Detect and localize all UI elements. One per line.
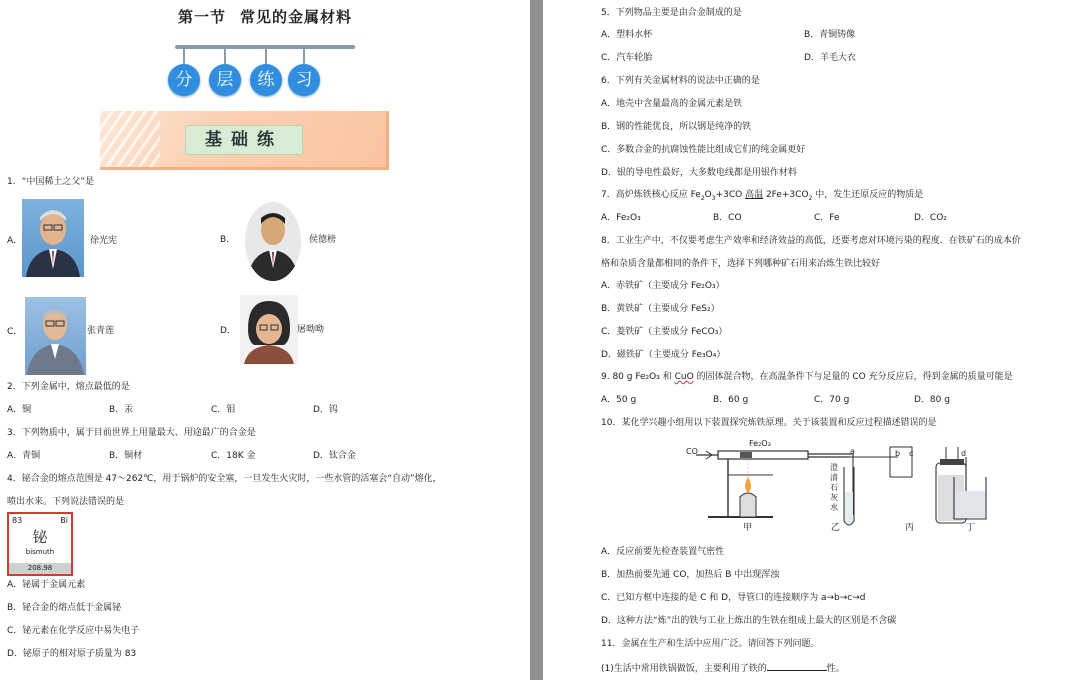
label-c: c [909,449,914,458]
q8-option-d[interactable]: D．磁铁矿（主要成分 Fe₃O₄） [601,350,726,360]
photo-xu-guangxian [22,199,84,277]
portrait-image [245,202,301,281]
q9-part: 的固体混合物，在高温条件下与足量的 CO 充分反应后，得到金属的质量可能是 [693,372,1013,382]
q10-option-d[interactable]: D．这种方法“炼”出的铁与工业上炼出的生铁在组成上最大的区别是不含碳 [601,616,897,626]
banner-label: 基础练 [185,125,303,155]
q1-option-c-letter[interactable]: C． [7,327,23,337]
q3-stem: 3．下列物质中，属于目前世界上用量最大、用途最广的合金是 [7,428,256,438]
q11-sub1 [601,661,845,675]
q5-option-d[interactable]: D．羊毛大衣 [804,53,856,63]
circle-xi: 习 [288,64,320,96]
limewater-char: 清 [830,473,838,482]
portrait-image [22,199,84,277]
photo-tu-youyou [240,295,298,364]
q4-option-c[interactable]: C．铋元素在化学反应中易失电子 [7,626,140,636]
q10-option-b[interactable]: B．加热前要先通 CO，加热后 B 中出现浑浊 [601,570,780,580]
banner-stripes [100,111,160,167]
q8-option-b[interactable]: B．黄铁矿（主要成分 FeS₂） [601,304,720,314]
q5-option-b[interactable]: B．青铜铸像 [804,30,856,40]
q10-stem: 10．某化学兴趣小组用以下装置探究炼铁原理。关于该装置和反应过程描述错误的是 [601,418,937,428]
q10-option-a[interactable]: A．反应前要先检查装置气密性 [601,547,725,557]
q7-part: +3CO [715,190,746,200]
label-b: b [895,449,901,458]
q8-stem-line2: 格和杂质含量都相同的条件下，选择下列哪种矿石用来冶炼生铁比较好 [601,259,881,269]
photo-hou-debang [245,202,301,281]
q3-option-a[interactable]: A．青铜 [7,451,41,461]
q7-part: 2Fe+3CO [763,190,809,200]
q1-option-d-letter[interactable]: D． [220,326,236,336]
q7-sub: 3 [711,194,716,202]
q3-option-b[interactable]: B．铜材 [109,451,143,461]
q7-condition: 高温 [745,190,764,200]
element-mass: 208.98 [9,563,71,574]
q6-option-d[interactable]: D．银的导电性最好，大多数电线都是用银作材料 [601,168,797,178]
circle-fen: 分 [168,64,200,96]
q8-option-c[interactable]: C．菱铁矿（主要成分 FeCO₃） [601,327,728,337]
q11-stem: 11．金属在生产和生活中应用广泛。请回答下列问题。 [601,639,820,649]
q9-part: 9. 80 g Fe₂O₃ 和 [601,372,675,382]
q9-stem [601,371,1013,383]
right-page [543,0,1080,680]
q6-option-b[interactable]: B．钢的性能优良，所以钢是纯净的铁 [601,122,752,132]
q9-option-a[interactable]: A．50 g [601,395,637,405]
q8-stem-line1: 8．工业生产中，不仅要考虑生产效率和经济效益的高低，还要考虑对环境污染的程度．在铁矿石的成本价 [601,236,1021,246]
q3-option-c[interactable]: C．18K 金 [211,451,256,461]
q7-option-a[interactable]: A．Fe₂O₃ [601,213,641,223]
label-fe2o3: Fe₂O₃ [749,439,771,448]
q2-option-c[interactable]: C．钼 [211,405,236,415]
element-symbol: Bi [60,516,68,525]
q6-option-c[interactable]: C．多数合金的抗腐蚀性能比组成它们的纯金属更好 [601,145,806,155]
label-jia: 甲 [743,523,753,533]
q4-option-a[interactable]: A．铋属于金属元素 [7,580,86,590]
q6-option-a[interactable]: A．地壳中含量最高的金属元素是铁 [601,99,743,109]
q1-option-d-name: 屠呦呦 [297,325,325,335]
q11-sub1-suffix: 性。 [826,664,845,674]
portrait-image [25,297,86,375]
label-co: CO [686,447,698,456]
q7-part: 7．高炉炼铁核心反应 Fe [601,190,701,200]
q4-stem-line2: 喷出水来。下列说法错误的是 [7,497,125,507]
q2-option-d[interactable]: D．钨 [313,405,338,415]
label-yi: 乙 [831,523,841,533]
q1-option-a-name: 徐光宪 [90,236,118,246]
label-a: a [850,447,855,456]
answer-blank[interactable] [767,661,827,671]
q1-option-b-letter[interactable]: B． [220,235,236,245]
q9-option-c[interactable]: C．70 g [814,395,850,405]
q11-sub1-text: (1)生活中常用铁锅做饭，主要利用了铁的 [601,664,767,674]
q7-option-c[interactable]: C．Fe [814,213,840,223]
limewater-char: 石 [830,483,838,492]
q5-stem: 5．下列物品主要是由合金制成的是 [601,8,742,18]
photo-zhang-qinglian [25,297,86,375]
section-name: 常见的金属材料 [240,8,353,26]
q1-option-b-name: 侯德榜 [309,235,337,245]
q7-part: 中，发生还原反应的物质是 [812,190,924,200]
label-limewater [830,463,838,513]
page-gap [530,0,543,680]
limewater-char: 灰 [830,493,838,502]
label-d: d [961,449,967,458]
q1-option-c-name: 张青莲 [87,326,115,336]
limewater-char: 水 [830,503,838,512]
q7-stem [601,189,923,205]
circle-lian: 练 [250,64,282,96]
q9-option-d[interactable]: D．80 g [914,395,950,405]
basic-practice-banner [100,111,389,170]
q6-stem: 6．下列有关金属材料的说法中正确的是 [601,76,760,86]
section-title [0,6,530,27]
q2-option-a[interactable]: A．铜 [7,405,32,415]
circle-ceng: 层 [209,64,241,96]
q1-stem: 1．“中国稀土之父”是 [7,177,95,187]
q1-option-a-letter[interactable]: A． [7,236,23,246]
q5-option-c[interactable]: C．汽车轮胎 [601,53,653,63]
q2-stem: 2．下列金属中，熔点最低的是 [7,382,130,392]
q4-option-d[interactable]: D．铋原子的相对原子质量为 83 [7,649,137,659]
element-chinese: 铋 [32,528,48,546]
q7-sub: 2 [808,194,813,202]
element-number: 83 [12,516,23,525]
q4-stem-line1: 4．铋合金的熔点范围是 47～262℃，用于锅炉的安全塞，一旦发生火灾时，一些水管的活塞会“自动”熔化， [7,474,442,484]
q10-option-c[interactable]: C．已知方框中连接的是 C 和 D，导管口的连接顺序为 a→b→c→d [601,593,866,603]
q8-option-a[interactable]: A．赤铁矿（主要成分 Fe₂O₃） [601,281,725,291]
label-ding: 丁 [966,523,976,533]
q7-option-d[interactable]: D．CO₂ [914,213,947,223]
element-english: bismuth [25,548,55,556]
portrait-image [240,295,298,364]
q7-part: O [704,190,712,200]
left-page [0,0,530,680]
label-bing: 丙 [905,523,915,533]
q9-option-b[interactable]: B．60 g [713,395,749,405]
limewater-char: 澄 [830,463,838,472]
q3-option-d[interactable]: D．钛合金 [313,451,356,461]
q7-option-b[interactable]: B．CO [713,213,742,223]
beaker-ding [948,455,992,525]
section-number: 第一节 [177,8,226,26]
q7-sub: 2 [700,194,705,202]
q2-option-b[interactable]: B．汞 [109,405,134,415]
q4-option-b[interactable]: B．铋合金的熔点低于金属铋 [7,603,122,613]
bismuth-element-card [7,512,73,576]
q5-option-a[interactable]: A．塑料水杯 [601,30,653,40]
q9-cuo: CuO [674,372,694,382]
